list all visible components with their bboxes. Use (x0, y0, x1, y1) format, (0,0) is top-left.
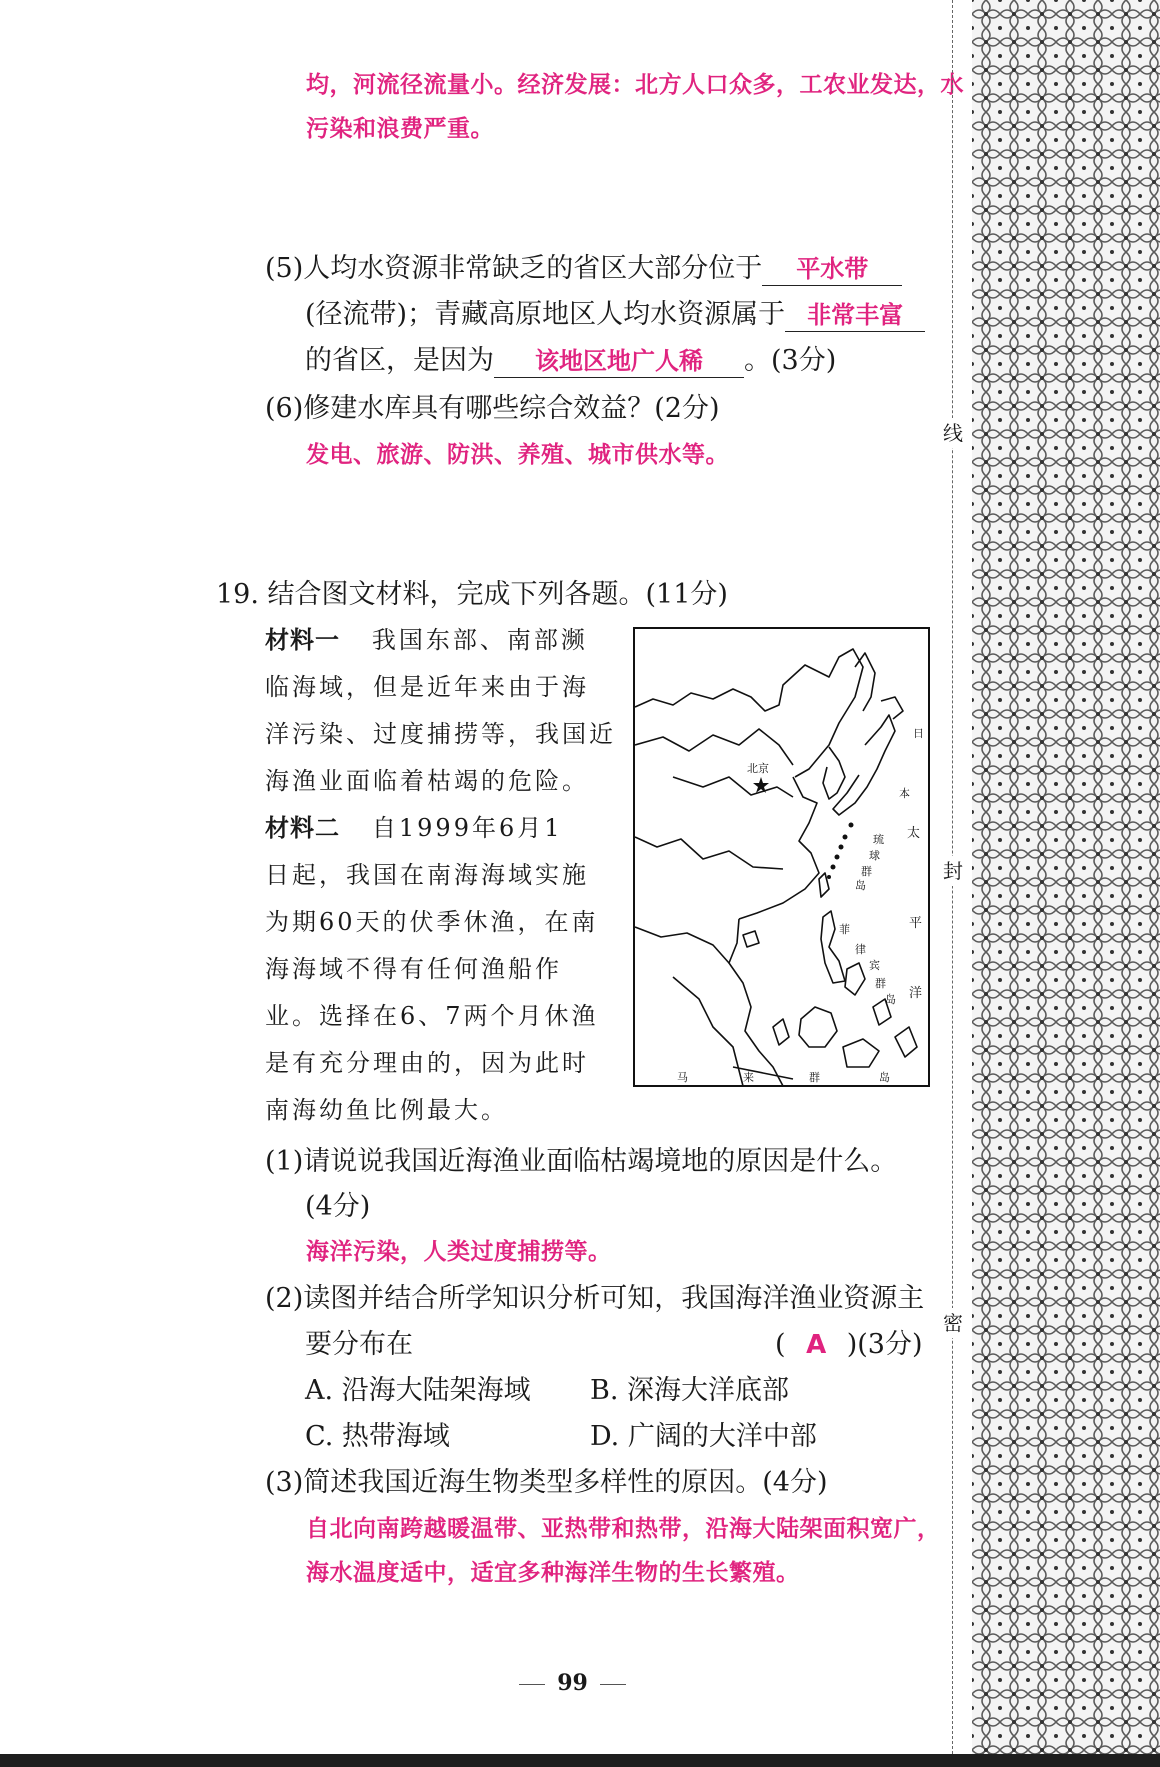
q18-p5-line2 (305, 292, 925, 332)
material2-line2: 日起，我国在南海海域实施 (265, 861, 589, 889)
material1-line1 (265, 620, 588, 655)
page-number-dash-left (519, 1684, 545, 1685)
material1-text: 我国东部、南部濒 (371, 626, 588, 654)
map-label-japan-2: 本 (899, 787, 910, 800)
q18-answer-line2: 污染和浪费严重。 (306, 116, 494, 142)
map-label-pacific-3: 洋 (909, 986, 923, 1001)
map-label-malay-3: 群 (809, 1071, 820, 1084)
q19-p2-bracket-open: ( (775, 1329, 786, 1360)
q19-p1-answer: 海洋污染，人类过度捕捞等。 (306, 1239, 612, 1265)
map-label-philippines-1: 菲 (839, 923, 850, 936)
material1-line2: 临海域，但是近年来由于海 (265, 673, 589, 701)
map-label-japan-1: 日 (913, 727, 924, 740)
material1-line4: 海渔业面临着枯竭的危险。 (265, 767, 589, 795)
map-label-beijing: 北京 (747, 762, 769, 775)
material2-line3: 为期60天的伏季休渔，在南 (265, 908, 599, 936)
q19-p3-question: (3)简述我国近海生物类型多样性的原因。(4分) (265, 1467, 828, 1498)
bottom-edge-bar (0, 1754, 1160, 1767)
map-label-pacific-2: 平 (909, 916, 923, 931)
q19-p3-answer-line1: 自北向南跨越暖温带、亚热带和热带，沿海大陆架面积宽广， (306, 1516, 941, 1542)
map-label-ryukyu-2: 球 (869, 849, 880, 862)
map-label-philippines-5: 岛 (885, 993, 896, 1006)
q19-p2-option-a: A. 沿海大陆架海域 (305, 1375, 531, 1406)
q18-p5-blank3: 该地区地广人稀 (494, 345, 744, 378)
q19-p2-option-c: C. 热带海域 (305, 1421, 450, 1452)
q18-answer-line1: 均，河流径流量小。经济发展：北方人口众多，工农业发达，水 (306, 72, 964, 98)
q18-p6-answer: 发电、旅游、防洪、养殖、城市供水等。 (306, 442, 729, 468)
q19-p2-bracket-close: )(3分) (846, 1329, 923, 1360)
material2-line7: 南海幼鱼比例最大。 (265, 1096, 508, 1124)
material2-line6: 是有充分理由的，因为此时 (265, 1049, 589, 1077)
map-label-malay-2: 来 (743, 1071, 754, 1084)
map-label-pacific-1: 太 (907, 826, 921, 841)
map-label-ryukyu-1: 琉 (873, 833, 884, 846)
margin-char-xian: 线 (942, 418, 964, 448)
q19-p1-question: (1)请说说我国近海渔业面临枯竭境地的原因是什么。 (265, 1146, 898, 1177)
q19-p2-answer: A (806, 1330, 827, 1360)
page-number-dash-right (600, 1684, 626, 1685)
q18-p5-blank2: 非常丰富 (785, 299, 925, 332)
q18-p5-text1: (5)人均水资源非常缺乏的省区大部分位于 (265, 253, 763, 284)
q18-p5-line3 (305, 338, 836, 378)
q18-p5-text4: 。(3分) (744, 345, 837, 376)
q19-p1-score: (4分) (305, 1191, 371, 1222)
q19-title: 19. 结合图文材料，完成下列各题。(11分) (216, 579, 728, 610)
margin-char-mi: 密 (942, 1308, 964, 1338)
map-label-malay-4: 岛 (879, 1071, 890, 1084)
q19-p2-option-d: D. 广阔的大洋中部 (590, 1421, 817, 1452)
q19-p2-bracket (775, 1322, 923, 1361)
material2-line5: 业。选择在6、7两个月休渔 (265, 1002, 599, 1030)
material1-label: 材料一 (265, 626, 340, 654)
material2-line1 (265, 808, 563, 843)
q19-p2-question: (2)读图并结合所学知识分析可知，我国海洋渔业资源主 (265, 1283, 925, 1314)
material2-label: 材料二 (265, 814, 340, 842)
page-number-text: 99 (557, 1670, 588, 1696)
q18-p5-text2: (径流带)；青藏高原地区人均水资源属于 (305, 299, 786, 330)
map-label-ryukyu-4: 岛 (855, 879, 866, 892)
map-label-malay-1: 马 (677, 1071, 688, 1084)
decorative-margin-pattern (972, 0, 1160, 1754)
q19-p2-question2: 要分布在 (305, 1329, 413, 1360)
q18-p6-question: (6)修建水库具有哪些综合效益？(2分) (265, 393, 720, 424)
map-label-philippines-4: 群 (875, 977, 886, 990)
material2-line4: 海海域不得有任何渔船作 (265, 955, 562, 983)
material2-text: 自1999年6月1 (371, 814, 563, 842)
material1-line3: 洋污染、过度捕捞等，我国近 (265, 720, 616, 748)
q19-p2-option-b: B. 深海大洋底部 (590, 1375, 790, 1406)
margin-char-feng: 封 (942, 856, 964, 886)
q18-p5-blank1: 平水带 (762, 253, 902, 286)
map-label-philippines-2: 律 (855, 943, 866, 956)
q19-p3-answer-line2: 海水温度适中，适宜多种海洋生物的生长繁殖。 (306, 1560, 800, 1586)
map-label-philippines-3: 宾 (869, 959, 880, 972)
east-asia-map (633, 627, 930, 1087)
q18-p5-line1 (265, 246, 902, 286)
map-label-ryukyu-3: 群 (861, 865, 872, 878)
q18-p5-text3: 的省区，是因为 (305, 345, 494, 376)
